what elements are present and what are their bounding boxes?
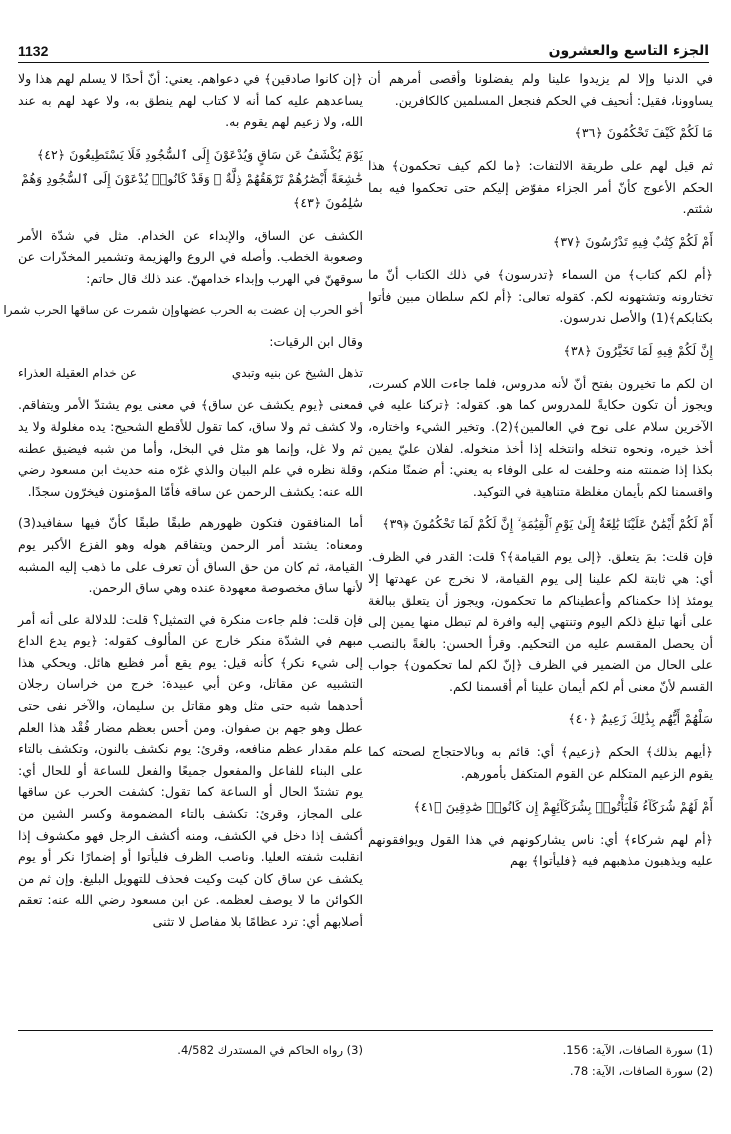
paragraph: في الدنيا وإلا لم يزيدوا علينا ولم يفضلونا وأقصى أمرهم أن يساوونا، فقيل: أنحيف في الحكم فنجعل المسلمين كالكافرين. [368, 71, 713, 108]
paragraph: وقال ابن الرقيات: [269, 334, 363, 350]
paragraph: ﴿أم لهم شركاء﴾ أي: ناس يشاركونهم في هذا القول ويوافقونهم عليه ويذهبون مذهبهم فيه ﴿فليأتوا﴾ بهم [368, 831, 713, 869]
page-header [18, 38, 709, 63]
footnote-2: (2) سورة الصافات، الآية: 78. [569, 1064, 713, 1078]
poem-verse-hatim [3, 300, 363, 322]
quran-verse-37: أَمْ لَكُمْ كِتَٰبٌ فِيهِ تَدْرُسُونَ ﴿٣٧﴾ [552, 233, 713, 249]
paragraph: ﴿إن كانوا صادقين﴾ في دعواهم. يعني: أنّ أحدًا لا يسلم لهم هذا ولا يساعدهم عليه كما أنه لا كتاب لهم ينطق به، ولا عهد لهم به عند الله، ولا زعيم لهم يقوم به. [18, 71, 363, 130]
footnote-divider [18, 1030, 713, 1031]
footnotes-left [18, 1040, 363, 1061]
page-number: 1132 [18, 43, 49, 59]
running-title: الجزء التاسع والعشرون [548, 43, 709, 59]
poem-hemistich: تذهل الشيخ عن بنيه وتبدي [231, 365, 363, 380]
quran-verse-38: إِنَّ لَكُمْ فِيهِ لَمَا تَخَيَّرُونَ ﴿٣٨﴾ [563, 342, 713, 358]
quran-verse-41: أَمْ لَهُمْ شُرَكَآءُ فَلْيَأْتُوا۟ بِشُرَكَآئِهِمْ إِن كَانُوا۟ صَٰدِقِينَ ﴿٤١﴾ [413, 798, 713, 814]
footnote-3: (3) رواه الحاكم في المستدرك 4/582. [177, 1043, 363, 1057]
right-column [368, 68, 713, 882]
paragraph: فإن قلت: فلم جاءت منكرة في التمثيل؟ قلت: للدلالة على أنه أمر مبهم في الشدّة منكر خارج عن المألوف كقوله: ﴿يوم يدع الداع إلى شيء نكر﴾ كأنه قيل: يوم يقع أمر فظيع هائل. ويحكي هذا التشبيه عن مقاتل، وعن أبي عبيدة: خرج من خراسان رجلان أحدهما شبه حتى مثل وهو مقاتل بن سليمان، والآخر نفى حتى عطل وهو جهم بن صفوان. ومن أحس بعظم مضار فُقْد هذا العلم علم مقدار عظم منافعه، وقرئ: يوم نكشف بالنون، وتكشف بالتاء على البناء للفاعل والمفعول جميعًا والفعل للساعة أو للحال أي: يوم تشتدّ الحال أو الساعة كما تقول: كشفت الحرب عن ساقها على المجاز، وقرئ: تكشف بالتاء المضمومة وكسر الشين من أكشف إذا دخل في الكشف، ومنه أكشف الرجل فهو مكشوف إذا انقلبت شفته العليا. وناصب الظرف فليأتوا أو إضمارًا نكر أو يوم يكشف عن ساق كان كيت وكيت فحذف للتهويل البليغ. وإن ثم من الكوائن ما لا يوصف لعظمه. عن ابن مسعود رضي الله عنه: تعقم أصلابهم أي: ترد عظامًا بلا مفاصل لا تثنى [18, 611, 363, 929]
footnote-1: (1) سورة الصافات، الآية: 156. [562, 1043, 713, 1057]
quran-verse-40: سَلْهُمْ أَيُّهُم بِذَٰلِكَ زَعِيمٌ ﴿٤٠﴾ [568, 711, 713, 727]
poem-hemistich: أخو الحرب إن عضت به الحرب عضها [179, 302, 363, 317]
footnotes-right [368, 1040, 713, 1082]
paragraph: ان لكم ما تخيرون بفتح أنّ لأنه مدروس، فلما جاءت اللام كسرت، ويجوز أن تكون حكايةً للمدروس كما هو. كقوله: ﴿تركنا عليه في الآخرين سلام على نوح في العالمين﴾(2). وتخير الشيء واختاره، أخذ خيره، ونحوه تنخله وانتخله إذا أخذ منخوله. لفلان عليّ يمين بكذا إذا ضمنته منه وحلفت له على الوفاء به يعني: أم ضمنًا منكم، واقسمنا لكم بأيمان مغلظة متناهية في التوكيد. [368, 375, 713, 499]
poem-hemistich: وإن شمرت عن ساقها الحرب شمرا [3, 302, 180, 317]
quran-verse-39: أَمْ لَكُمْ أَيْمَٰنٌ عَلَيْنَا بَٰلِغَةٌ إِلَىٰ يَوْمِ ٱلْقِيَٰمَةِ ۙ إِنَّ لَكُمْ لَمَا تَحْكُمُونَ ﴿٣٩﴾ [382, 516, 713, 532]
quran-verse-42-43: يَوْمَ يُكْشَفُ عَن سَاقٍ وَيُدْعَوْنَ إِلَى ٱلسُّجُودِ فَلَا يَسْتَطِيعُونَ ﴿٤٢﴾ خَٰشِعَةً أَبْصَٰرُهُمْ تَرْهَقُهُمْ ذِلَّةٌ ۖ وَقَدْ كَانُوا۟ يُدْعَوْنَ إِلَى ٱلسُّجُودِ وَهُمْ سَٰلِمُونَ ﴿٤٣﴾ [21, 146, 363, 210]
paragraph: فمعنى ﴿يوم يكشف عن ساق﴾ في معنى يوم يشتدّ الأمر ويتفاقم. ولا كشف ثم ولا ساق، كما تقول للأقطع الشحيح: يده مغلولة ولا يد ثم ولا غل، وإنما هو مثل في البخل، وأما من شبه فيضيق عطنه وقلة نظره في علم البيان والذي غرّه منه حديث ابن مسعود رضي الله عنه: يكشف الرحمن عن ساقه فأمّا المؤمنون فيخرّون سجدًا. [18, 397, 363, 499]
quran-verse-36: مَا لَكُمْ كَيْفَ تَحْكُمُونَ ﴿٣٦﴾ [574, 125, 713, 141]
paragraph: ﴿أيهم بذلك﴾ الحكم ﴿زعيم﴾ أي: قائم به وبالاحتجاج لصحته كما يقوم الزعيم المتكلم عن القوم المتكفل بأمورهم. [368, 744, 713, 782]
paragraph: فإن قلت: بمَ يتعلق. ﴿إلى يوم القيامة﴾؟ قلت: القدر في الظرف. أي: هي ثابتة لكم علينا إلى يوم القيامة، لا نخرج عن عهدتها إلا يومئذ إذا حكمناكم وأعطيناكم ما تحكمون، ويجوز أن يتعلق ببالغة على أنها تبلغ ذلكم اليوم وتنتهي إليه وافرة لم تبطل منها يمين إلى أن يحصل المقسم عليه من التحكيم. وقرأ الحسن: بالغةً بالنصب على الحال من الضمير في الظرف ﴿إنّ لكم لما تحكمون﴾ جواب القسم لأنّ معنى أم لكم أيمان علينا أم أقسمنا لكم. [368, 549, 713, 694]
paragraph: أما المنافقون فتكون ظهورهم طبقًا طبقًا كأنّ فيها سفافيد(3) ومعناه: يشتد أمر الرحمن ويتفاقم هوله وهو الفزع الأكبر يوم القيامة، ثم كان من حق الساق أن تعرف على ما ذهب إليه المشبه لأنها ساق مخصوصة معهودة عنده وهي ساق الرحمن. [18, 515, 363, 596]
paragraph: ﴿أم لكم كتاب﴾ من السماء ﴿تدرسون﴾ في ذلك الكتاب أنّ ما تختارونه وتشتهونه لكم. كقوله تعالى: ﴿أم لكم سلطان مبين فأتوا بكتابكم﴾(1) والأصل ندرسون. [368, 266, 713, 326]
left-column [3, 68, 363, 943]
poem-verse-ruqayyat [18, 363, 363, 385]
paragraph: الكشف عن الساق، والإبداء عن الخدام. مثل في شدّة الأمر وصعوبة الخطب. وأصله في الروع والهزيمة وتشمير المخدّرات عن سوقهنّ في الهرب وإبداء خدامهنّ. عند ذلك قال حاتم: [18, 227, 363, 286]
poem-hemistich: عن خدام العقيلة العذراء [18, 365, 137, 380]
paragraph: ثم قيل لهم على طريقة الالتفات: ﴿ما لكم كيف تحكمون﴾ هذا الحكم الأعوج كأنّ أمر الجزاء مفوّض إليكم حتى تحكموا فيه بما شئتم. [368, 158, 713, 217]
